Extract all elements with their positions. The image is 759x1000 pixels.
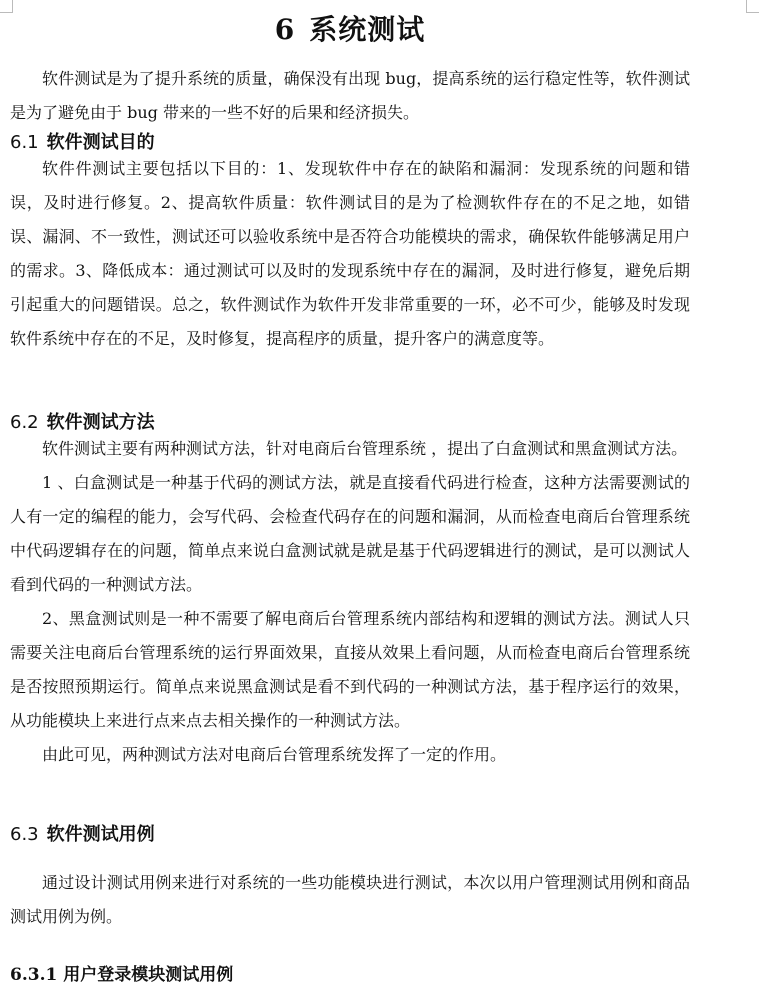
section-title: 软件测试方法 — [46, 412, 155, 433]
section-title: 软件测试用例 — [46, 824, 155, 845]
section-number: 6.2 — [10, 412, 39, 433]
chapter-title — [10, 10, 690, 50]
paragraph: 通过设计测试用例来进行对系统的一些功能模块进行测试，本次以用户管理测试用例和商品测试用例为例。 — [10, 873, 690, 926]
section-heading-6-3 — [10, 822, 155, 848]
section-6-3-body — [10, 866, 690, 934]
intro-block — [10, 62, 690, 130]
paragraph: 由此可见，两种测试方法对电商后台管理系统发挥了一定的作用。 — [42, 745, 507, 764]
section-number: 6.3 — [10, 824, 39, 845]
section-6-2-body — [10, 432, 690, 772]
paragraph: 软件测试主要有两种测试方法，针对电商后台管理系统 ，提出了白盒测试和黑盒测试方法。 — [42, 439, 688, 458]
chapter-title-text: 系统测试 — [309, 13, 426, 46]
subsection-heading-6-3-1: 6.3.1 用户登录模块测试用例 — [10, 965, 234, 985]
section-6-1-body — [10, 152, 690, 356]
paragraph: 软件件测试主要包括以下目的：1、发现软件中存在的缺陷和漏洞：发现系统的问题和错误，及时进行修复。2、提高软件质量：软件测试目的是为了检测软件存在的不足之地，如错误、漏洞、不一致性，测试还可以验收系统中是否符合功能模块的需求，确保软件能够满足用户的需求。3、降低成本：通过测试可以及时的发现系统中存在的漏洞，及时进行修复，避免后期引起重大的问题错误。总之，软件测试作为软件开发非常重要的一环，必不可少，能够及时发现软件系统中存在的不足，及时修复，提高程序的质量，提升客户的满意度等。 — [10, 159, 690, 348]
page-corner-mark-right — [746, 0, 759, 13]
section-number: 6.1 — [10, 132, 39, 153]
intro-paragraph: 软件测试是为了提升系统的质量，确保没有出现 bug，提高系统的运行稳定性等，软件测试是为了避免由于 bug 带来的一些不好的后果和经济损失。 — [10, 69, 690, 122]
section-title: 软件测试目的 — [46, 132, 155, 153]
chapter-number: 6 — [274, 13, 296, 46]
paragraph: 1 、白盒测试是一种基于代码的测试方法，就是直接看代码进行检查，这种方法需要测试的人有一定的编程的能力，会写代码、会检查代码存在的问题和漏洞，从而检查电商后台管理系统中代码逻辑存在的问题，简单点来说白盒测试就是就是基于代码逻辑进行的测试，是可以测试人看到代码的一种测试方法。 — [10, 473, 690, 594]
paragraph: 2、黑盒测试则是一种不需要了解电商后台管理系统内部结构和逻辑的测试方法。测试人只需要关注电商后台管理系统的运行界面效果，直接从效果上看问题，从而检查电商后台管理系统 是否按照预期运行。简单点来说黑盒测试是看不到代码的一种测试方法，基于程序运行的效果，从功能模块上来进行点来点去相关操作的一种测试方法。 — [10, 609, 690, 730]
